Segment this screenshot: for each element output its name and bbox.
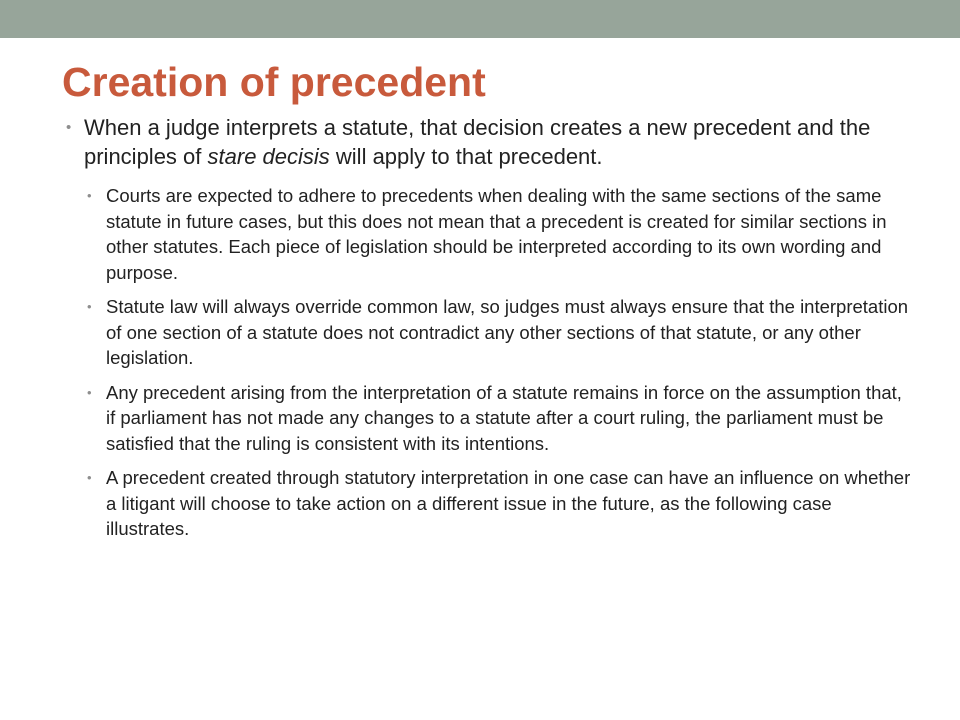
bullet-icon: • — [87, 299, 92, 314]
main-bullet — [62, 113, 912, 171]
bullet-icon: • — [87, 384, 92, 400]
main-bullet-italic-term: stare decisis — [207, 144, 330, 169]
slide-body — [62, 113, 912, 551]
bullet-icon: • — [87, 470, 92, 485]
sub-bullet-text: Courts are expected to adhere to precedents when dealing with the same sections of the same statute in future cases, but this does not mean that a precedent is created for similar sections in other statutes. Each piece of legislation should be interpreted according to its own wording and purpose. — [106, 185, 887, 283]
bullet-icon: • — [87, 188, 92, 203]
top-accent-bar — [0, 0, 960, 38]
main-bullet-text-end: will apply to that precedent. — [329, 144, 603, 169]
sub-bullet-text: Statute law will always override common law, so judges must always ensure that the interpretation of one section of a statute does not contradict any other sections of that statute, or any other legislation. — [106, 296, 909, 368]
sub-bullet-text: Any precedent arising from the interpretation of a statute remains in force on the assumption that, if parliament has not made any changes to a statute after a court ruling, the parliament must be satisfied that the ruling is consistent with its intentions. — [106, 381, 902, 454]
sub-bullet-list — [84, 183, 912, 542]
sub-bullet — [84, 294, 912, 371]
sub-bullet — [84, 183, 912, 285]
sub-bullet-text: A precedent created through statutory interpretation in one case can have an influence on whether a litigant will choose to take action on a different issue in the future, as the following case illustrates. — [106, 467, 911, 539]
main-bullet-text: When a judge interprets a statute, that decision creates a new precedent and the principles of — [84, 115, 871, 169]
sub-bullet — [84, 465, 912, 542]
sub-bullet — [84, 380, 912, 457]
slide-title: Creation of precedent — [62, 59, 486, 105]
bullet-icon: • — [66, 119, 72, 136]
